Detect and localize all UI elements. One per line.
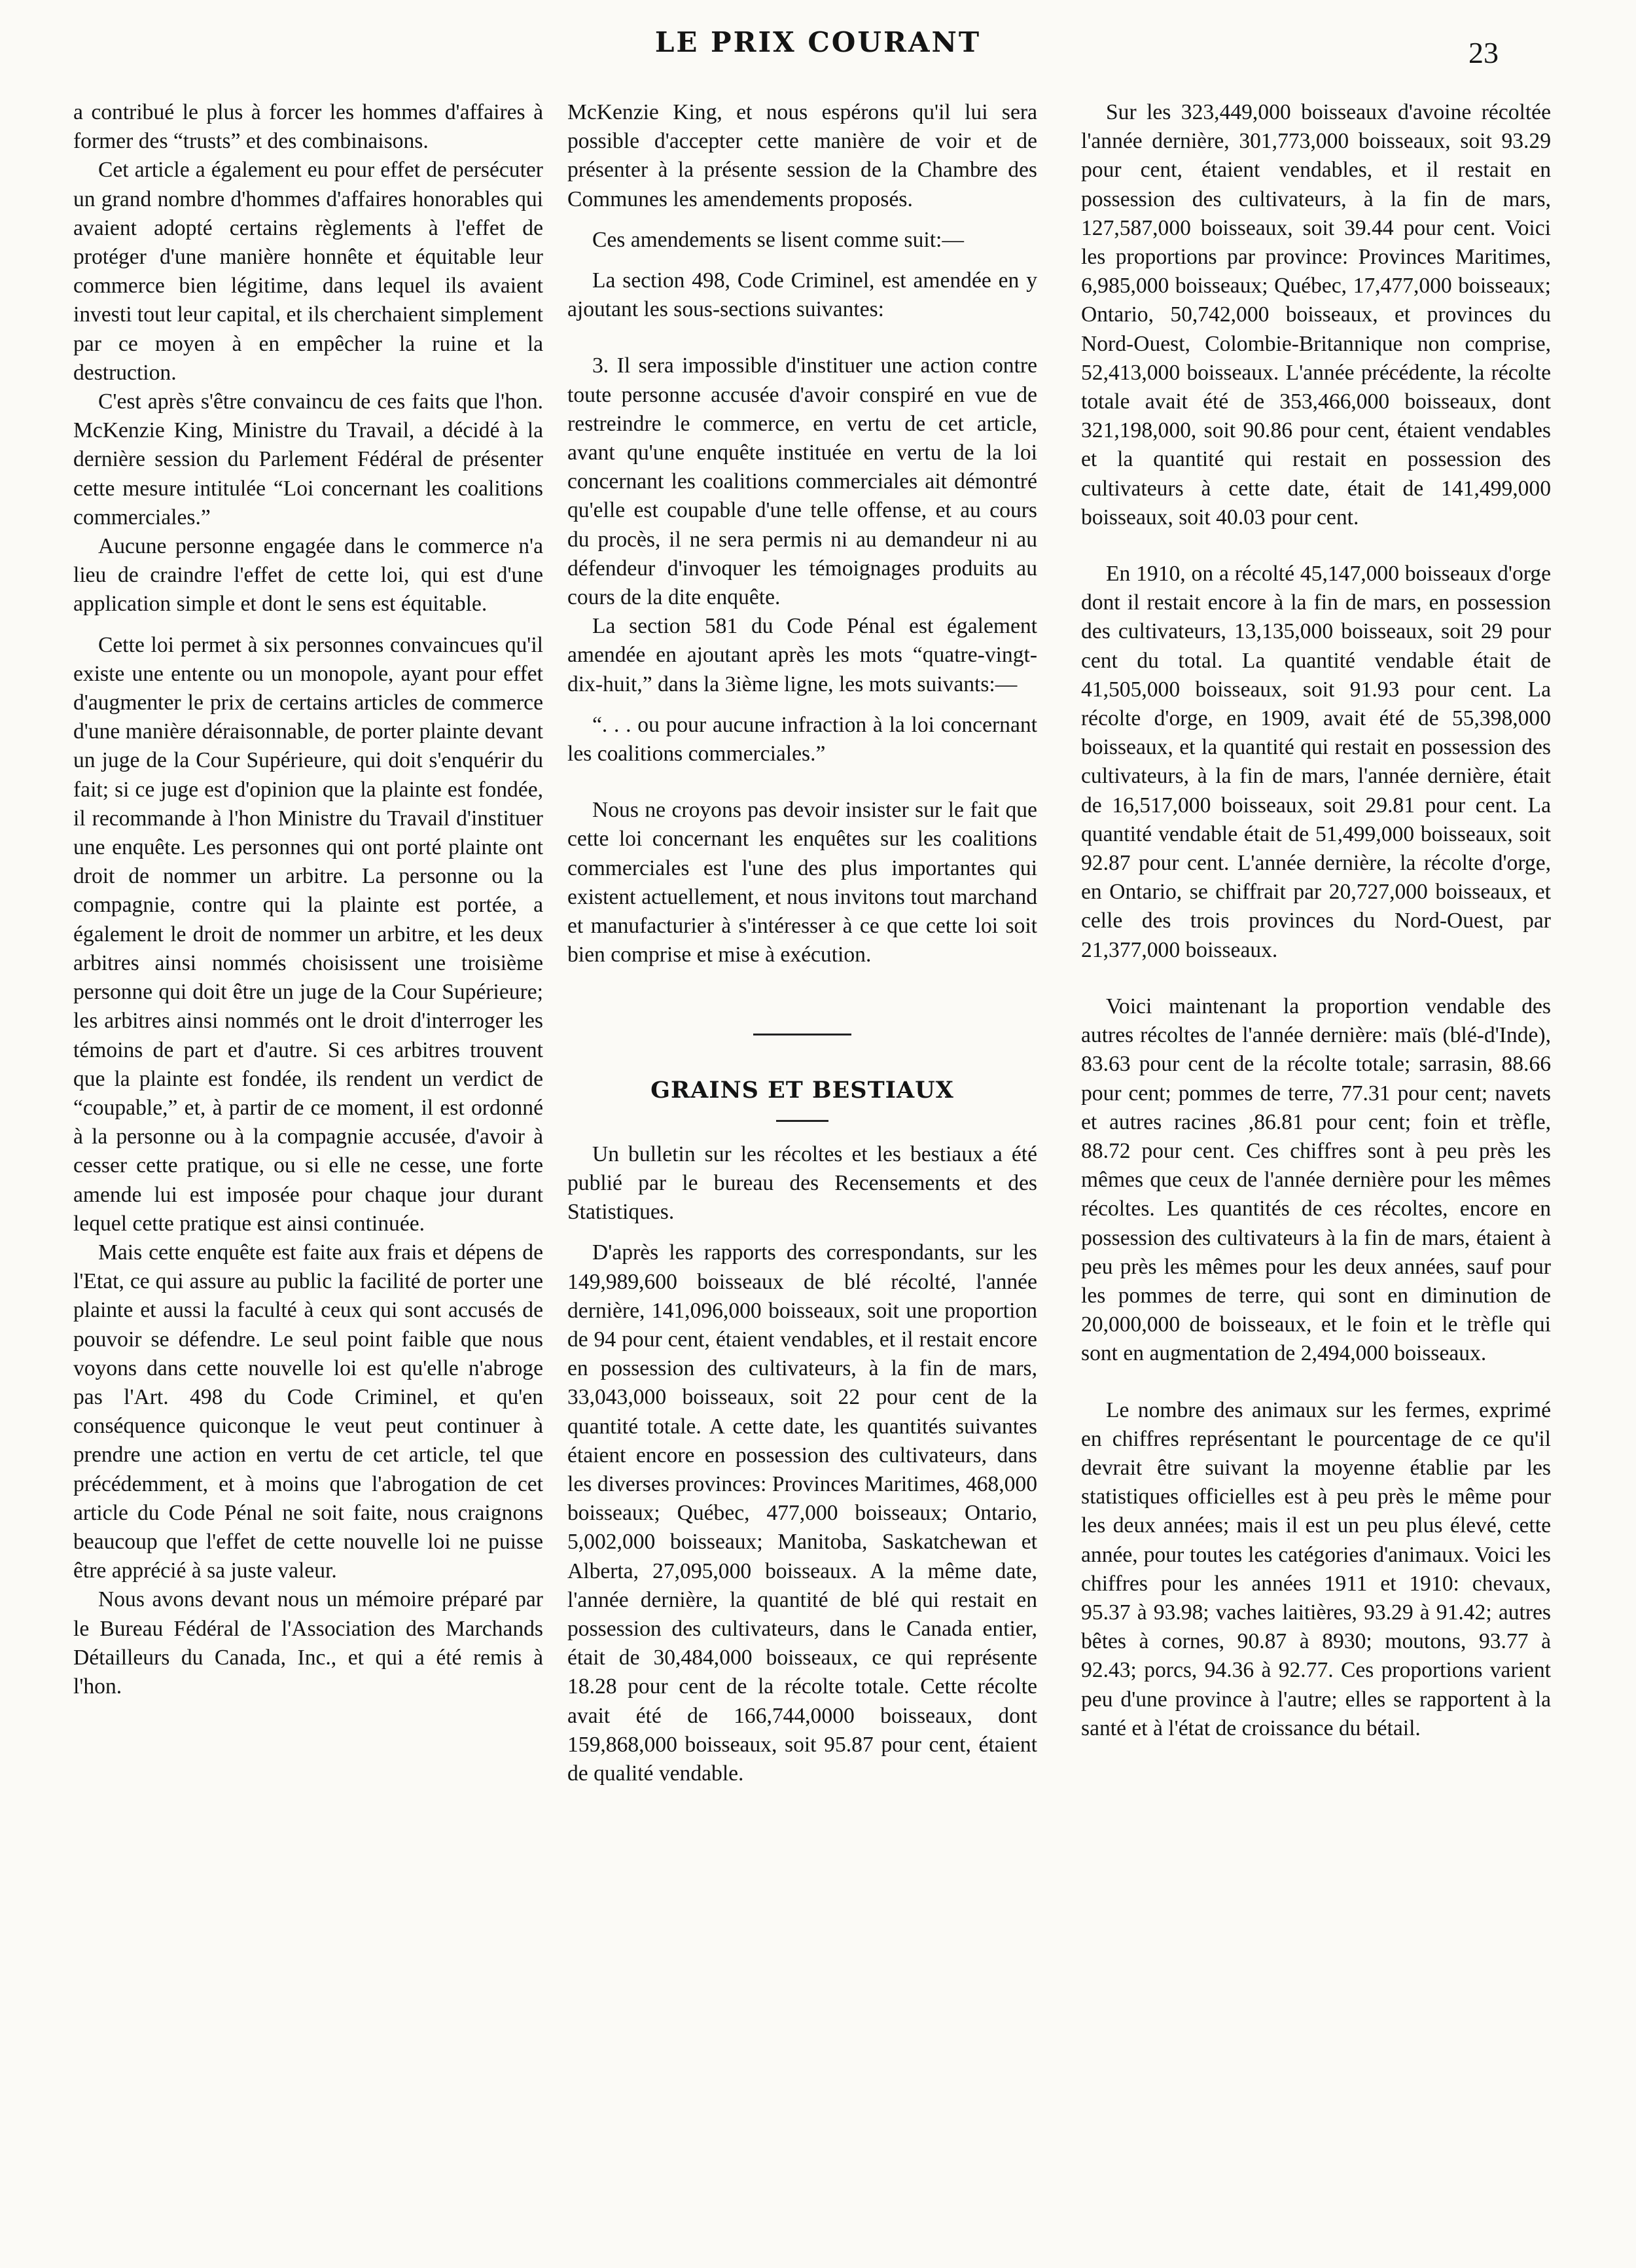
paragraph: La section 581 du Code Pénal est également amendée en ajoutant après les mots “quatre-vingt-dix-huit,” dans la 3ième ligne, les mots suivants:—: [567, 614, 1037, 696]
running-title: LE PRIX COURANT: [654, 26, 982, 58]
column-middle: [567, 98, 1037, 2245]
column-left: [73, 98, 543, 2245]
paragraph: Nous avons devant nous un mémoire préparé par le Bureau Fédéral de l'Association des Marchands Détailleurs du Canada, Inc., et qui a été remis à l'hon.: [73, 1587, 543, 1699]
title-underline: [776, 1120, 828, 1122]
paragraph: Le nombre des animaux sur les fermes, exprimé en chiffres représentant le pourcentage de ce qu'il devrait être suivant la moyenne établie par les statistiques officielles est à peu près le même pour les deux années; mais il est un peu plus élevé, cette année, pour toutes les catégories d'animaux. Voici les chiffres pour les années 1911 et 1910: chevaux, 95.37 à 93.98; vaches laitières, 93.29 à 91.42; autres bêtes à cornes, 90.87 à 8930; moutons, 93.77 à 92.43; porcs, 94.36 à 92.77. Ces proportions varient peu d'une province à l'autre; elles se rapportent à la santé et à l'état de croissance du bétail.: [1081, 1397, 1551, 1740]
section-divider: [753, 1034, 851, 1035]
paragraph: D'après les rapports des correspondants, sur les 149,989,600 boisseaux de blé récolté, l'année dernière, 141,096,000 boisseaux, soit une proportion de 94 pour cent, étaient vendables, et il restait encore en possession des cultivateurs, à la fin de mars, 33,043,000 boisseaux, soit 22 pour cent de la quantité totale. A cette date, les quantités suivantes étaient encore en possession des cultivateurs, dans les diverses provinces: Provinces Maritimes, 468,000 boisseaux; Québec, 477,000 boisseaux; Ontario, 5,002,000 boisseaux; Manitoba, Saskatchewan et Alberta, 27,095,000 boisseaux. A la même date, l'année dernière, la quantité de blé qui restait en possession des cultivateurs, dans le Canada entier, était de 30,484,000 boisseaux, ce qui représente 18.28 pour cent de la récolte totale. Cette récolte avait été de 166,744,0000 boisseaux, dont 159,868,000 boisseaux, soit 95.87 pour cent, étaient de qualité vendable.: [567, 1240, 1037, 1786]
page-number: 23: [1468, 36, 1499, 69]
paragraph: Nous ne croyons pas devoir insister sur le fait que cette loi concernant les enquêtes sur les coalitions commerciales est l'une des plus importantes qui existent actuellement, et nous invitons tout marchand et manufacturier à s'intéresser à ce que cette loi soit bien comprise et mise à exécution.: [567, 798, 1037, 967]
quoted-paragraph: “. . . ou pour aucune infraction à la loi concernant les coalitions commerciales.”: [567, 712, 1037, 766]
page-header: [0, 21, 1636, 67]
paragraph: Voici maintenant la proportion vendable des autres récoltes de l'année dernière: maïs (blé-d'Inde), 83.63 pour cent de la récolte totale; sarrasin, 88.66 pour cent; pommes de terre, 77.31 pour cent; navets et autres racines ,86.81 pour cent; foin et trèfle, 88.72 pour cent. Ces chiffres sont à peu près les mêmes que ceux de l'année dernière pour les mêmes récoltes. Les quantités de ces récoltes, encore en possession des cultivateurs à la fin de mars, étaient à peu près les mêmes pour les deux années, sauf pour les pommes de terre, qui sont en diminution de 20,000,000 de boisseaux, et le foin et le trèfle qui sont en augmentation de 2,494,000 boisseaux.: [1081, 994, 1551, 1366]
paragraph: En 1910, on a récolté 45,147,000 boisseaux d'orge dont il restait encore à la fin de mars, en possession des cultivateurs, 13,135,000 boisseaux, soit 29 pour cent du total. La quantité vendable était de 41,505,000 boisseaux, soit 91.93 pour cent. La récolte d'orge, en 1909, avait été de 55,398,000 boisseaux, et la quantité qui restait en possession des cultivateurs, à la fin de mars, l'année dernière, était de 16,517,000 boisseaux, soit 29.81 pour cent. La quantité vendable était de 51,499,000 boisseaux, soit 92.87 pour cent. L'année dernière, la récolte d'orge, en Ontario, se chiffrait par 20,727,000 boisseaux, et celle des trois provinces du Nord-Ouest, par 21,377,000 boisseaux.: [1081, 562, 1551, 962]
paragraph: C'est après s'être convaincu de ces faits que l'hon. McKenzie King, Ministre du Travail, a décidé à la dernière session du Parlement Fédéral de présenter cette mesure intitulée “Loi concernant les coalitions commerciales.”: [73, 389, 543, 530]
paragraph: Cette loi permet à six personnes convaincues qu'il existe une entente ou un monopole, ayant pour effet d'augmenter le prix de certains articles de commerce d'une manière déraisonnable, de porter plainte devant un juge de la Cour Supérieure, qui doit s'enquérir du fait; si ce juge est d'opinion que la plainte est fondée, il recommande à l'hon Ministre du Travail d'instituer une enquête. Les personnes qui ont porté plainte ont droit de nommer un arbitre. La personne ou la compagnie, contre qui la plainte est portée, a également le droit de nommer un arbitre, et les deux arbitres ainsi nommés choisissent une troisième personne qui doit être un juge de la Cour Supérieure; les arbitres ainsi nommés ont le droit d'interroger les témoins de part et d'autre. Si ces arbitres trouvent que la plainte est fondée, ils rendent un verdict de “coupable,” et, à partir de ce moment, il est ordonné à la personne ou à la compagnie accusée, d'avoir à cesser cette pratique, ou si elle ne cesse, une forte amende lui est imposée pour chaque jour durant lequel cette pratique est ainsi continuée.: [73, 632, 543, 1236]
section-title: GRAINS ET BESTIAUX: [650, 1077, 954, 1104]
column-right: [1081, 98, 1551, 2245]
paragraph: McKenzie King, et nous espérons qu'il lui sera possible d'accepter cette manière de voir et de présenter à la présente session de la Chambre des Communes les amendements proposés.: [567, 100, 1037, 211]
paragraph: a contribué le plus à forcer les hommes d'affaires à former des “trusts” et des combinaisons.: [73, 100, 543, 154]
paragraph: Ces amendements se lisent comme suit:—: [592, 227, 964, 252]
paragraph: Mais cette enquête est faite aux frais et dépens de l'Etat, ce qui assure au public la facilité de porter une plainte et aussi la faculté à ceux qui sont accusés de pouvoir se défendre. Le seul point faible que nous voyons dans cette nouvelle loi est qu'elle n'abroge pas l'Art. 498 du Code Criminel, et qu'en conséquence quiconque le veut peut continuer à prendre une action en vertu de cet article, tel que précédemment, et à moins que l'abrogation de cet article du Code Pénal ne soit faite, nous craignons beaucoup que l'effet de cette nouvelle loi ne puisse être apprécié à sa juste valeur.: [73, 1240, 543, 1583]
paragraph: Aucune personne engagée dans le commerce n'a lieu de craindre l'effet de cette loi, qui est d'une application simple et dont le sens est équitable.: [73, 534, 543, 617]
paragraph: Sur les 323,449,000 boisseaux d'avoine récoltée l'année dernière, 301,773,000 boisseaux, soit 93.29 pour cent, étaient vendables, et il restait en possession des cultivateurs, à la fin de mars, 127,587,000 boisseaux, soit 39.44 pour cent. Voici les proportions par province: Provinces Maritimes, 6,985,000 boisseaux; Québec, 17,477,000 boisseaux; Ontario, 50,742,000 boisseaux, et provinces du Nord-Ouest, Colombie-Britannique non comprise, 52,413,000 boisseaux. L'année précédente, la récolte totale avait été de 353,466,000 boisseaux, dont 321,198,000, soit 90.86 pour cent, étaient vendables et la quantité qui restait en possession des cultivateurs à cette date, était de 141,499,000 boisseaux, soit 40.03 pour cent.: [1081, 100, 1551, 530]
paragraph: Cet article a également eu pour effet de persécuter un grand nombre d'hommes d'affaires honorables qui avaient adopté certains règlements à l'effet de protéger d'une manière honnête et équitable leur commerce bien légitime, dans lequel ils avaient investi tout leur capital, et ils cherchaient simplement par ce moyen à en empêcher la ruine et la destruction.: [73, 158, 543, 385]
paragraph: La section 498, Code Criminel, est amendée en y ajoutant les sous-sections suivantes:: [567, 268, 1037, 322]
amendment-paragraph: 3. Il sera impossible d'instituer une action contre toute personne accusée d'avoir conspiré en vue de restreindre le commerce, en vertu de cet article, avant qu'une enquête instituée en vertu de la loi concernant les coalitions commerciales ait démontré qu'elle est coupable d'une telle offense, et au cours du procès, il ne sera permis ni au demandeur ni au défendeur d'invoquer les témoignages produits au cours de la dite enquête.: [567, 353, 1037, 610]
paragraph: Un bulletin sur les récoltes et les bestiaux a été publié par le bureau des Recensements et des Statistiques.: [567, 1142, 1037, 1225]
